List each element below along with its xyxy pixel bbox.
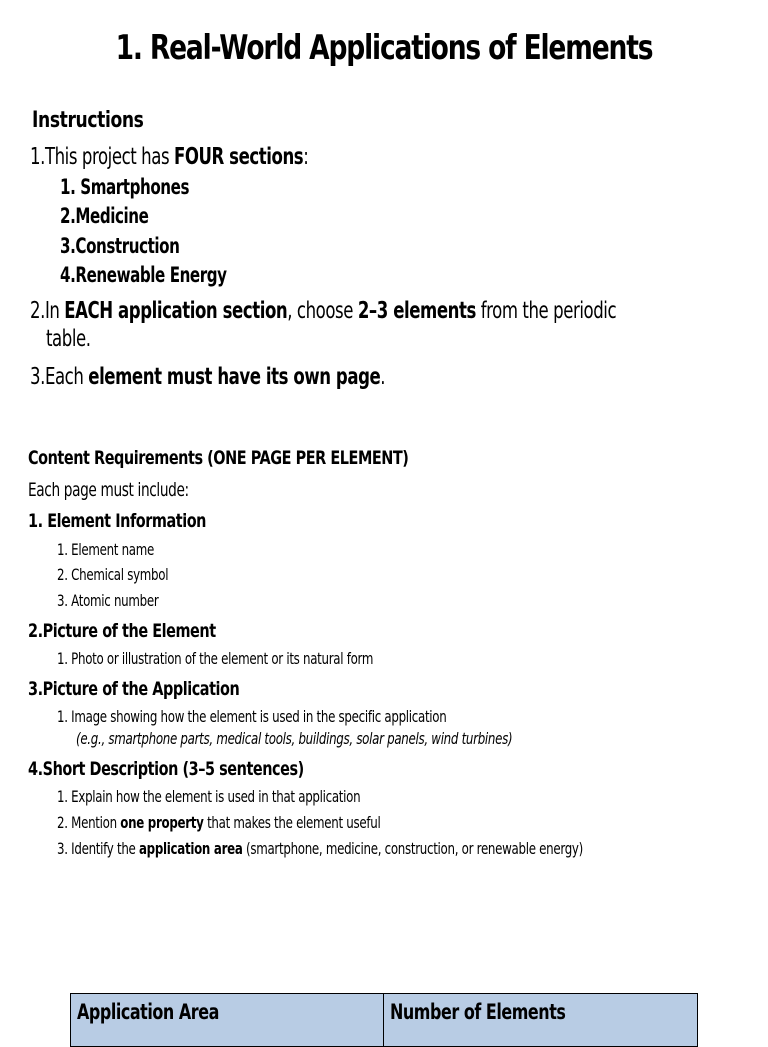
page-title: 1. Real-World Applications of Elements <box>115 28 653 68</box>
list-item: 1. Explain how the element is used in that application <box>57 787 361 806</box>
list-item: 1. Element name <box>57 540 154 559</box>
list-item: 3. Atomic number <box>57 591 159 610</box>
list-item: 2. Mention one property that makes the element useful <box>57 813 381 832</box>
content-intro: Each page must include: <box>28 479 189 501</box>
list-item: 2. Chemical symbol <box>57 565 169 584</box>
application-examples-note: (e.g., smartphone parts, medical tools, buildings, solar panels, wind turbines) <box>76 729 513 748</box>
list-item: 3. Identify the application area (smartphone, medicine, construction, or renewable energy) <box>57 839 583 858</box>
application-table <box>70 993 698 1047</box>
instruction-step-2-continued: table. <box>46 326 91 352</box>
group-heading-element-information: 1. Element Information <box>28 510 207 532</box>
instruction-step-3: 3.Each element must have its own page. <box>30 364 386 390</box>
content-requirements-heading: Content Requirements (ONE PAGE PER ELEMENT) <box>28 447 409 469</box>
group-heading-picture-of-element: 2.Picture of the Element <box>28 620 216 642</box>
section-item-medicine: 2.Medicine <box>60 204 149 228</box>
table-header-number-of-elements: Number of Elements <box>384 994 698 1047</box>
list-item: 1. Photo or illustration of the element or its natural form <box>57 649 374 668</box>
instructions-heading: Instructions <box>32 108 144 133</box>
table-header-application-area: Application Area <box>71 994 384 1047</box>
list-item: 1. Image showing how the element is used in the specific application <box>57 707 447 726</box>
group-heading-picture-of-application: 3.Picture of the Application <box>28 678 240 700</box>
section-item-construction: 3.Construction <box>60 234 180 258</box>
instruction-step-1: 1.This project has FOUR sections: <box>30 144 309 170</box>
section-item-smartphones: 1. Smartphones <box>60 175 190 199</box>
instruction-step-2: 2.In EACH application section, choose 2–3 elements from the periodic <box>30 298 617 324</box>
table-header-row <box>71 994 698 1047</box>
section-item-renewable-energy: 4.Renewable Energy <box>60 263 227 287</box>
group-heading-short-description: 4.Short Description (3–5 sentences) <box>28 758 304 780</box>
